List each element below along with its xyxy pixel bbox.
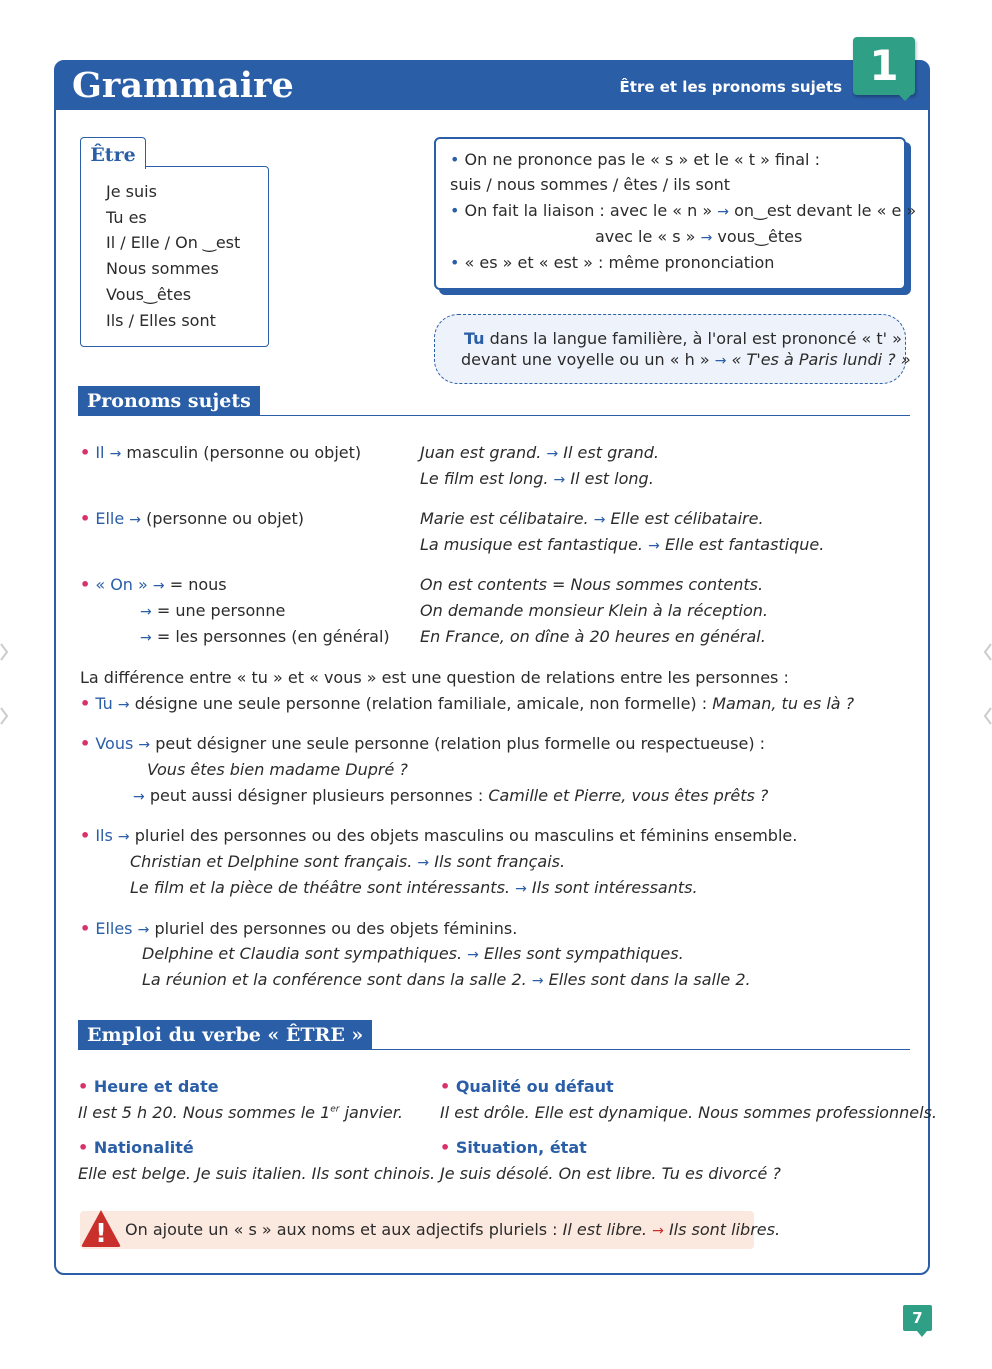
tu-note-text: dans la langue familière, à l'oral est prononcé « t' » <box>489 329 902 348</box>
example-text: Elles sont dans la salle 2. <box>548 970 751 989</box>
bullet: • <box>80 575 91 594</box>
arrow-icon: → <box>133 789 145 805</box>
on-example-2: On demande monsieur Klein à la réception. <box>420 601 769 620</box>
pronoun-description: pluriel des personnes ou des objets masculins ou masculins et féminins ensemble. <box>134 826 798 845</box>
arrow-icon: → <box>117 697 130 713</box>
category-title: Nationalité <box>93 1138 194 1157</box>
bullet: • <box>450 201 460 220</box>
ils-row <box>80 826 797 845</box>
arrow-icon: → <box>129 512 141 528</box>
pronunciation-text: on‿est devant le « e » <box>734 201 917 220</box>
arrow-icon: → <box>140 630 152 646</box>
elles-example-2 <box>142 970 751 989</box>
warning-icon <box>80 1208 122 1252</box>
example-text: Marie est célibataire. <box>420 509 589 528</box>
pronoun-ils: Ils <box>95 826 113 845</box>
example-text: Elle est fantastique. <box>664 535 825 554</box>
heure-example <box>78 1103 403 1122</box>
chevron-left-icon[interactable] <box>982 642 992 662</box>
ils-example-1 <box>130 852 565 871</box>
ils-example-2 <box>130 878 698 897</box>
bullet: • <box>450 253 460 272</box>
example-text: Il est 5 h 20. Nous sommes le 1 <box>78 1103 331 1122</box>
pronunciation-text: avec le « s » <box>595 227 696 246</box>
pronoun-description: (personne ou objet) <box>146 509 305 528</box>
pronoun-description: peut aussi désigner plusieurs personnes : <box>149 786 484 805</box>
example-text: La musique est fantastique. <box>420 535 644 554</box>
pronoun-description: désigne une seule personne (relation familiale, amicale, non formelle) : <box>134 694 708 713</box>
example-text: Il est libre. <box>562 1220 648 1239</box>
pronoun-description: = nous <box>169 575 227 594</box>
example-text: Il est long. <box>570 469 654 488</box>
arrow-icon: → <box>138 737 151 753</box>
example-text: Juan est grand. <box>420 443 542 462</box>
arrow-icon: → <box>531 973 544 989</box>
pronoun-description: peut désigner une seule personne (relation plus formelle ou respectueuse) : <box>155 734 766 753</box>
example-text: Christian et Delphine sont français. <box>130 852 413 871</box>
example-text: janvier. <box>339 1103 403 1122</box>
bullet: • <box>440 1138 451 1157</box>
il-example-1 <box>420 443 659 462</box>
pronoun-description: pluriel des personnes ou des objets féminins. <box>154 919 518 938</box>
bullet: • <box>80 919 91 938</box>
elles-example-1 <box>142 944 684 963</box>
example-text: Ils sont libres. <box>668 1220 781 1239</box>
nationalite-example: Elle est belge. Je suis italien. Ils sont chinois. <box>78 1164 436 1183</box>
page-number-tail <box>917 1331 927 1337</box>
chevron-left-icon[interactable] <box>982 706 992 726</box>
situation-title <box>440 1138 587 1157</box>
chevron-right-icon[interactable] <box>0 706 10 726</box>
example-text: Il est grand. <box>563 443 659 462</box>
on-row-2 <box>140 601 285 620</box>
il-row <box>80 443 361 462</box>
page-number: 7 <box>903 1305 932 1331</box>
bullet: • <box>78 1138 89 1157</box>
pronoun-elles: Elles <box>95 919 133 938</box>
tu-word: Tu <box>464 329 485 348</box>
tu-note-line-2 <box>461 350 911 369</box>
emploi-heading: Emploi du verbe « ÊTRE » <box>78 1020 372 1050</box>
arrow-icon: → <box>137 922 150 938</box>
bullet: • <box>78 1077 89 1096</box>
tu-vous-difference: La différence entre « tu » et « vous » est une question de relations entre les personnes : <box>80 668 789 687</box>
elle-example-1 <box>420 509 764 528</box>
pronunciation-line-4 <box>595 227 802 246</box>
elle-row <box>80 509 304 528</box>
pronoun-vous: Vous <box>95 734 134 753</box>
pronoun-il: Il <box>95 443 105 462</box>
on-row-3 <box>140 627 390 646</box>
qualite-title <box>440 1077 614 1096</box>
arrow-icon: → <box>117 829 130 845</box>
heure-title <box>78 1077 219 1096</box>
category-title: Qualité ou défaut <box>455 1077 614 1096</box>
arrow-icon: → <box>593 512 606 528</box>
bullet: • <box>80 734 91 753</box>
pronoms-heading: Pronoms sujets <box>78 386 260 416</box>
emploi-rule <box>78 1049 910 1050</box>
pronoun-description: = une personne <box>156 601 286 620</box>
arrow-icon: → <box>553 472 566 488</box>
on-row <box>80 575 227 594</box>
arrow-icon: → <box>717 204 729 220</box>
arrow-icon: → <box>109 446 122 462</box>
arrow-icon: → <box>152 578 165 594</box>
conjugation-line: Ils / Elles sont <box>106 311 216 330</box>
unit-badge: 1 <box>853 37 915 95</box>
example-text: Camille et Pierre, vous êtes prêts ? <box>488 786 769 805</box>
conjugation-line: Tu es <box>106 208 147 227</box>
conjugation-line: Il / Elle / On ‿est <box>106 233 241 252</box>
etre-tab: Être <box>80 137 146 169</box>
page-title: Grammaire <box>72 65 294 106</box>
pronoun-description: = les personnes (en général) <box>156 627 390 646</box>
pronunciation-text: On fait la liaison : avec le « n » <box>464 201 713 220</box>
bullet: • <box>80 509 91 528</box>
unit-badge-tail <box>898 94 912 101</box>
warning-text <box>125 1220 780 1239</box>
example-text: Elles sont sympathiques. <box>484 944 684 963</box>
arrow-icon: → <box>652 1223 664 1239</box>
arrow-icon: → <box>515 881 527 897</box>
arrow-icon: → <box>546 446 559 462</box>
arrow-icon: → <box>648 538 660 554</box>
on-example-3: En France, on dîne à 20 heures en général. <box>420 627 766 646</box>
superscript: er <box>330 1104 340 1115</box>
pronoun-elle: Elle <box>95 509 125 528</box>
il-example-2 <box>420 469 654 488</box>
arrow-icon: → <box>467 947 479 963</box>
warning-rule: On ajoute un « s » aux noms et aux adjectifs pluriels : <box>125 1220 558 1239</box>
page-subtitle: Être et les pronoms sujets <box>619 78 842 96</box>
conjugation-line: Nous sommes <box>106 259 219 278</box>
example-text: Ils sont intéressants. <box>531 878 698 897</box>
bullet: • <box>440 1077 451 1096</box>
qualite-example: Il est drôle. Elle est dynamique. Nous sommes professionnels. <box>440 1103 937 1122</box>
arrow-icon: → <box>714 353 727 369</box>
on-example-1: On est contents = Nous sommes contents. <box>420 575 764 594</box>
conjugation-line: Vous‿êtes <box>106 285 192 304</box>
example-text: La réunion et la conférence sont dans la salle 2. <box>142 970 527 989</box>
example-text: Le film et la pièce de théâtre sont intéressants. <box>130 878 510 897</box>
conjugation-line: Je suis <box>106 182 157 201</box>
tu-row <box>80 694 854 713</box>
pronunciation-line-3 <box>450 201 916 220</box>
pronunciation-text: « es » et « est » : même prononciation <box>464 253 775 272</box>
nationalite-title <box>78 1138 194 1157</box>
chevron-right-icon[interactable] <box>0 642 10 662</box>
pronunciation-line-1 <box>450 150 820 169</box>
pronoun-description: masculin (personne ou objet) <box>126 443 362 462</box>
example-text: Le film est long. <box>420 469 549 488</box>
pronunciation-text: On ne prononce pas le « s » et le « t » final : <box>464 150 820 169</box>
example-text: Delphine et Claudia sont sympathiques. <box>142 944 463 963</box>
tu-note-bubble <box>434 314 906 384</box>
pronunciation-line-5 <box>450 253 774 272</box>
pronunciation-line-2: suis / nous sommes / êtes / ils sont <box>450 175 731 194</box>
warning-mark: ! <box>95 1219 107 1248</box>
bullet: • <box>80 826 91 845</box>
example-text: Ils sont français. <box>434 852 566 871</box>
vous-row-2 <box>133 786 768 805</box>
arrow-icon: → <box>417 855 430 871</box>
pronoun-tu: Tu <box>95 694 113 713</box>
situation-example: Je suis désolé. On est libre. Tu es divorcé ? <box>440 1164 781 1183</box>
tu-note-text: devant une voyelle ou un « h » <box>461 350 710 369</box>
elles-row <box>80 919 517 938</box>
tu-note-line-1 <box>464 329 902 348</box>
tu-note-example: « T'es à Paris lundi ? » <box>731 350 911 369</box>
vous-row <box>80 734 765 753</box>
pronoun-on: « On » <box>95 575 148 594</box>
vous-example-1: Vous êtes bien madame Dupré ? <box>147 760 408 779</box>
category-title: Heure et date <box>93 1077 219 1096</box>
example-text: Maman, tu es là ? <box>712 694 855 713</box>
bullet: • <box>450 150 460 169</box>
example-text: Elle est célibataire. <box>610 509 764 528</box>
bullet: • <box>80 443 91 462</box>
pronoms-rule <box>78 415 910 416</box>
bullet: • <box>80 694 91 713</box>
pronunciation-text: vous‿êtes <box>717 227 803 246</box>
elle-example-2 <box>420 535 824 554</box>
arrow-icon: → <box>140 604 152 620</box>
category-title: Situation, état <box>455 1138 587 1157</box>
arrow-icon: → <box>700 230 713 246</box>
